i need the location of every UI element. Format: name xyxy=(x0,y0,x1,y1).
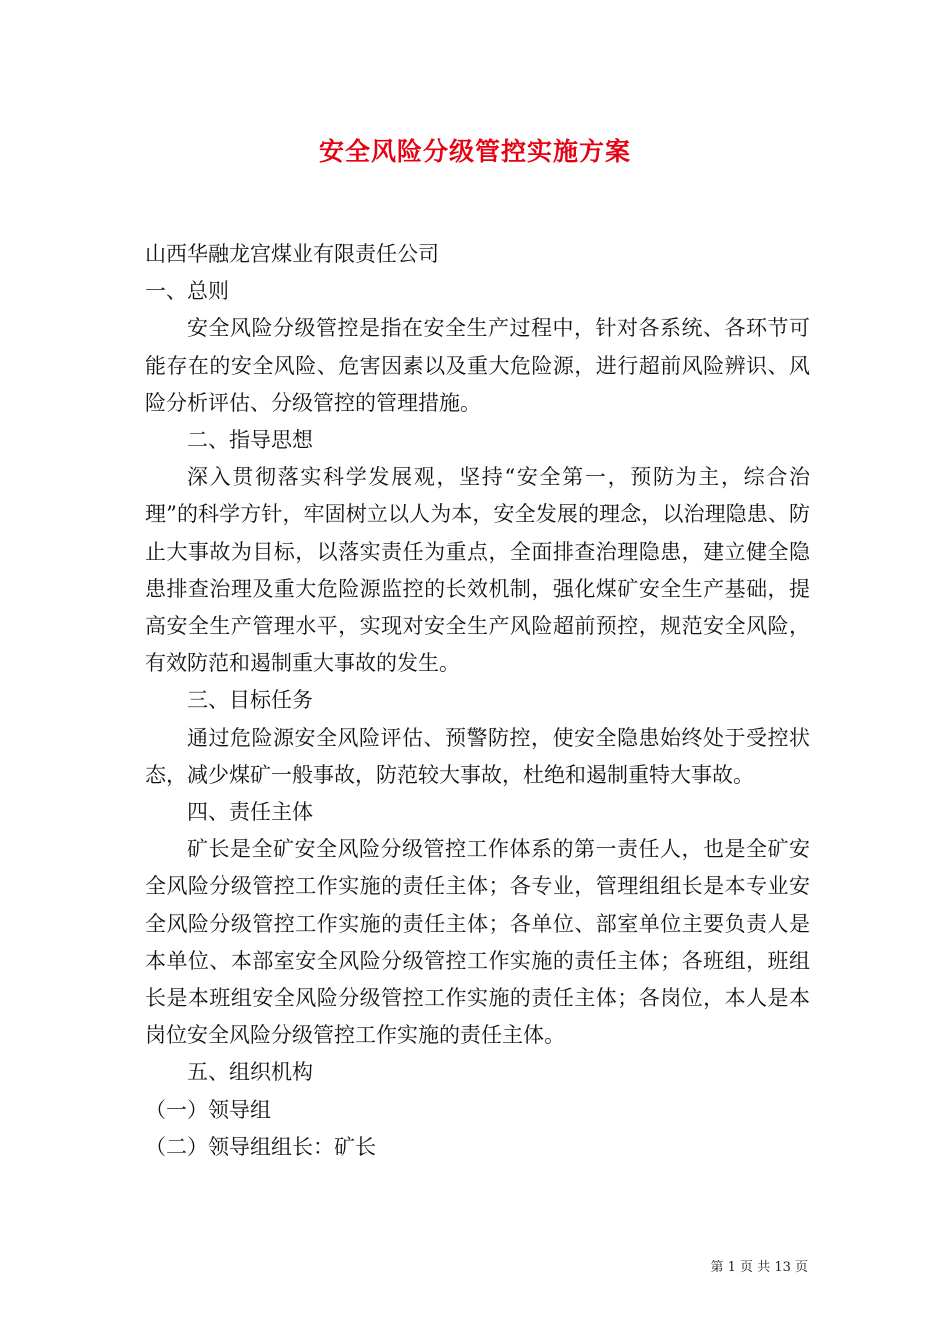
section-guiding-heading: 二、指导思想 xyxy=(187,428,313,453)
page-number-footer: 第 1 页 共 13 页 xyxy=(710,1260,808,1275)
section-goals-text: 通过危险源安全风险评估、预警防控，使安全隐患始终处于受控状态，减少煤矿一般事故，防范较大事故，杜绝和遏制重特大事故。 xyxy=(145,725,810,787)
org-item-group-leader: （二）领导组组长：矿长 xyxy=(145,1134,376,1159)
section-general-heading: 一、总则 xyxy=(145,279,229,304)
section-guiding-text: 深入贯彻落实科学发展观，坚持“安全第一，预防为主，综合治理”的科学方针，牢固树立以人为本，安全发展的理念，以治理隐患、防止大事故为目标，以落实责任为重点，全面排查治理隐患，建立健全隐患排查治理及重大危险源监控的长效机制，强化煤矿安全生产基础，提高安全生产管理水平，实现对安全生产风险超前预控，规范安全风险，有效防范和遏制重大事故的发生。 xyxy=(145,465,810,676)
section-responsibility-text: 矿长是全矿安全风险分级管控工作体系的第一责任人，也是全矿安全风险分级管控工作实施的责任主体；各专业，管理组组长是本专业安全风险分级管控工作实施的责任主体；各单位、部室单位主要负责人是本单位、本部室安全风险分级管控工作实施的责任主体；各班组，班组长是本班组安全风险分级管控工作实施的责任主体；各岗位，本人是本岗位安全风险分级管控工作实施的责任主体。 xyxy=(145,837,810,1048)
document-title: 安全风险分级管控实施方案 xyxy=(318,137,631,166)
org-item-leading-group: （一）领导组 xyxy=(145,1097,271,1122)
section-organization-heading: 五、组织机构 xyxy=(187,1060,313,1085)
company-name: 山西华融龙宫煤业有限责任公司 xyxy=(145,242,439,266)
document-body xyxy=(145,236,810,1166)
section-general-text: 安全风险分级管控是指在安全生产过程中，针对各系统、各环节可能存在的安全风险、危害因素以及重大危险源，进行超前风险辨识、风险分析评估、分级管控的管理措施。 xyxy=(145,316,810,415)
section-goals-heading: 三、目标任务 xyxy=(187,688,313,713)
section-responsibility-heading: 四、责任主体 xyxy=(187,800,313,825)
